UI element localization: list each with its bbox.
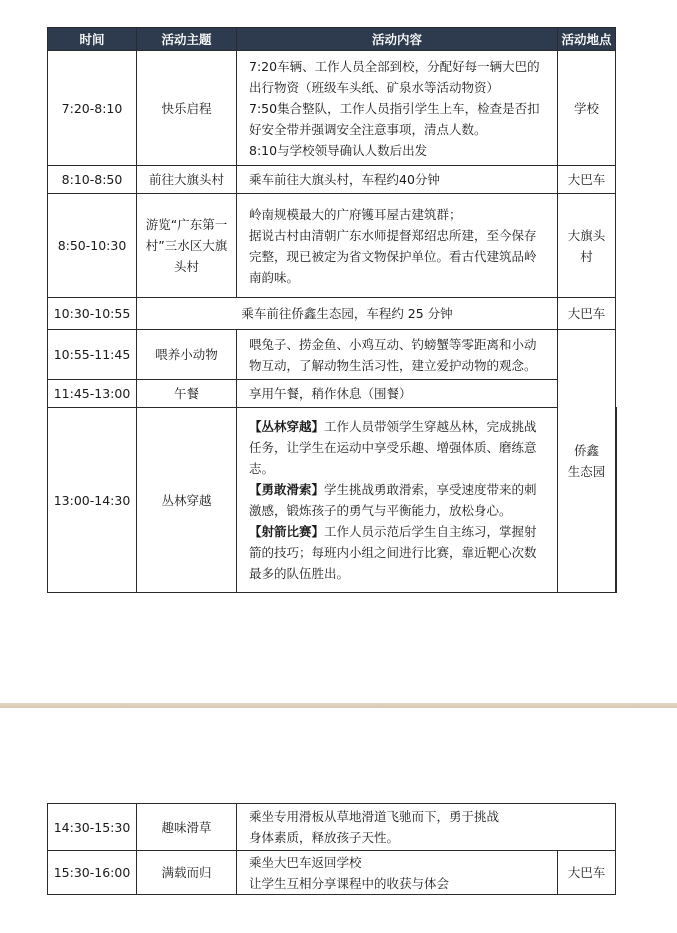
theme-cell: 趣味滑草 [137,804,237,851]
place-cell: 大旗头村 [558,194,616,298]
table-row [48,166,617,194]
content-line: 身体素质，释放孩子天性。 [249,830,400,845]
table-row [48,380,617,408]
theme-line: 村”三水区大旗 [145,238,228,253]
content-line: 乘车前往大旗头村，车程约40分钟 [249,172,440,187]
place-cell: 学校 [558,51,616,166]
header-content: 活动内容 [237,28,558,51]
table-row [48,408,617,593]
content-line: 享用午餐，稍作休息（围餐） [249,386,412,401]
place-cell: 大巴车 [558,298,616,330]
content-line: 最多的队伍胜出。 [249,566,350,581]
place-line: 生态园 [567,464,606,479]
content-line: 让学生互相分享课程中的收获与体会 [249,875,450,891]
content-line: 箭的技巧；每班内小组之间进行比赛，靠近靶心次数 [249,545,537,560]
content-cell [237,51,558,166]
theme-cell: 快乐启程 [137,51,237,166]
time-cell: 13:00-14:30 [48,408,137,593]
time-cell: 10:55-11:45 [48,330,137,380]
place-cell: 大巴车 [558,166,616,194]
content-line: 学生挑战勇敢滑索，享受速度带来的刺 [324,482,537,497]
content-line: 物互动，了解动物生活习性，建立爱护动物的观念。 [249,357,537,373]
table-header-row [48,28,617,51]
content-line: 岭南规模最大的广府镬耳屋古建筑群； [249,206,462,222]
time-cell: 7:20-8:10 [48,51,137,166]
content-line: 志。 [249,461,275,476]
table-row [48,330,617,380]
time-cell: 14:30-15:30 [48,804,137,851]
table-row [48,194,617,298]
content-cell [237,851,558,895]
time-cell: 8:10-8:50 [48,166,137,194]
time-cell: 8:50-10:30 [48,194,137,298]
content-line: 乘坐专用滑板从草地滑道飞驰而下，勇于挑战 [249,809,500,824]
content-line: 据说古村由清朝广东水师提督郑绍忠所建，至今保存 [249,227,537,243]
table-row [48,298,617,330]
content-line: 喂兔子、捞金鱼、小鸡互动、钓螃蟹等零距离和小动 [249,336,537,352]
schedule-table [47,27,617,593]
activity-title: 【勇敢滑索】 [249,482,325,497]
activity-title: 【射箭比赛】 [249,524,325,539]
content-line: 出行物资（班级车头纸、矿泉水等活动物资） [249,79,500,95]
content-cell [237,330,558,380]
content-line: 完整，现已被定为省文物保护单位。看古代建筑品岭 [249,248,537,264]
theme-cell: 前往大旗头村 [137,166,237,194]
content-cell [237,194,558,298]
time-cell: 10:30-10:55 [48,298,137,330]
content-cell [237,380,558,408]
page-divider [0,703,677,708]
content-line: 工作人员带领学生穿越丛林，完成挑战 [324,419,537,434]
content-line: 南韵味。 [249,269,300,285]
activity-title: 【丛林穿越】 [249,419,325,434]
header-place: 活动地点 [558,28,616,51]
content-line: 8:10与学校领导确认人数后出发 [249,142,428,158]
place-cell-empty [616,408,617,593]
scan-artifact [504,804,556,832]
table-row [48,51,617,166]
theme-cell: 喂养小动物 [137,330,237,380]
time-cell: 11:45-13:00 [48,380,137,408]
content-line: 好安全带并强调安全注意事项，清点人数。 [249,121,487,137]
scan-artifact [556,804,614,850]
activity-block [249,416,553,437]
content-cell [237,408,558,593]
theme-cell: 丛林穿越 [137,408,237,593]
content-line: 激感，锻炼孩子的勇气与平衡能力，放松身心。 [249,503,512,518]
place-cell-merged [558,330,616,593]
content-line: 工作人员示范后学生自主练习，掌握射 [324,524,537,539]
activity-block [249,521,553,542]
content-line: 7:50集合整队，工作人员指引学生上车，检查是否扣 [249,100,540,116]
content-cell-merged: 乘车前往侨鑫生态园，车程约 25 分钟 [137,298,558,330]
theme-cell [137,194,237,298]
theme-cell: 满载而归 [137,851,237,895]
theme-cell: 午餐 [137,380,237,408]
content-cell [237,166,558,194]
content-line: 任务，让学生在运动中享受乐趣、增强体质、磨练意 [249,440,537,455]
theme-line: 游览“广东第一 [145,217,228,232]
place-cell: 大巴车 [558,851,616,895]
table-row [48,851,616,895]
theme-line: 头村 [173,259,199,274]
place-line: 侨鑫 [573,443,599,458]
time-cell: 15:30-16:00 [48,851,137,895]
header-theme: 活动主题 [137,28,237,51]
activity-block [249,479,553,500]
content-line: 7:20车辆、工作人员全部到校，分配好每一辆大巴的 [249,58,540,74]
header-time: 时间 [48,28,137,51]
content-line: 乘坐大巴车返回学校 [249,854,362,870]
